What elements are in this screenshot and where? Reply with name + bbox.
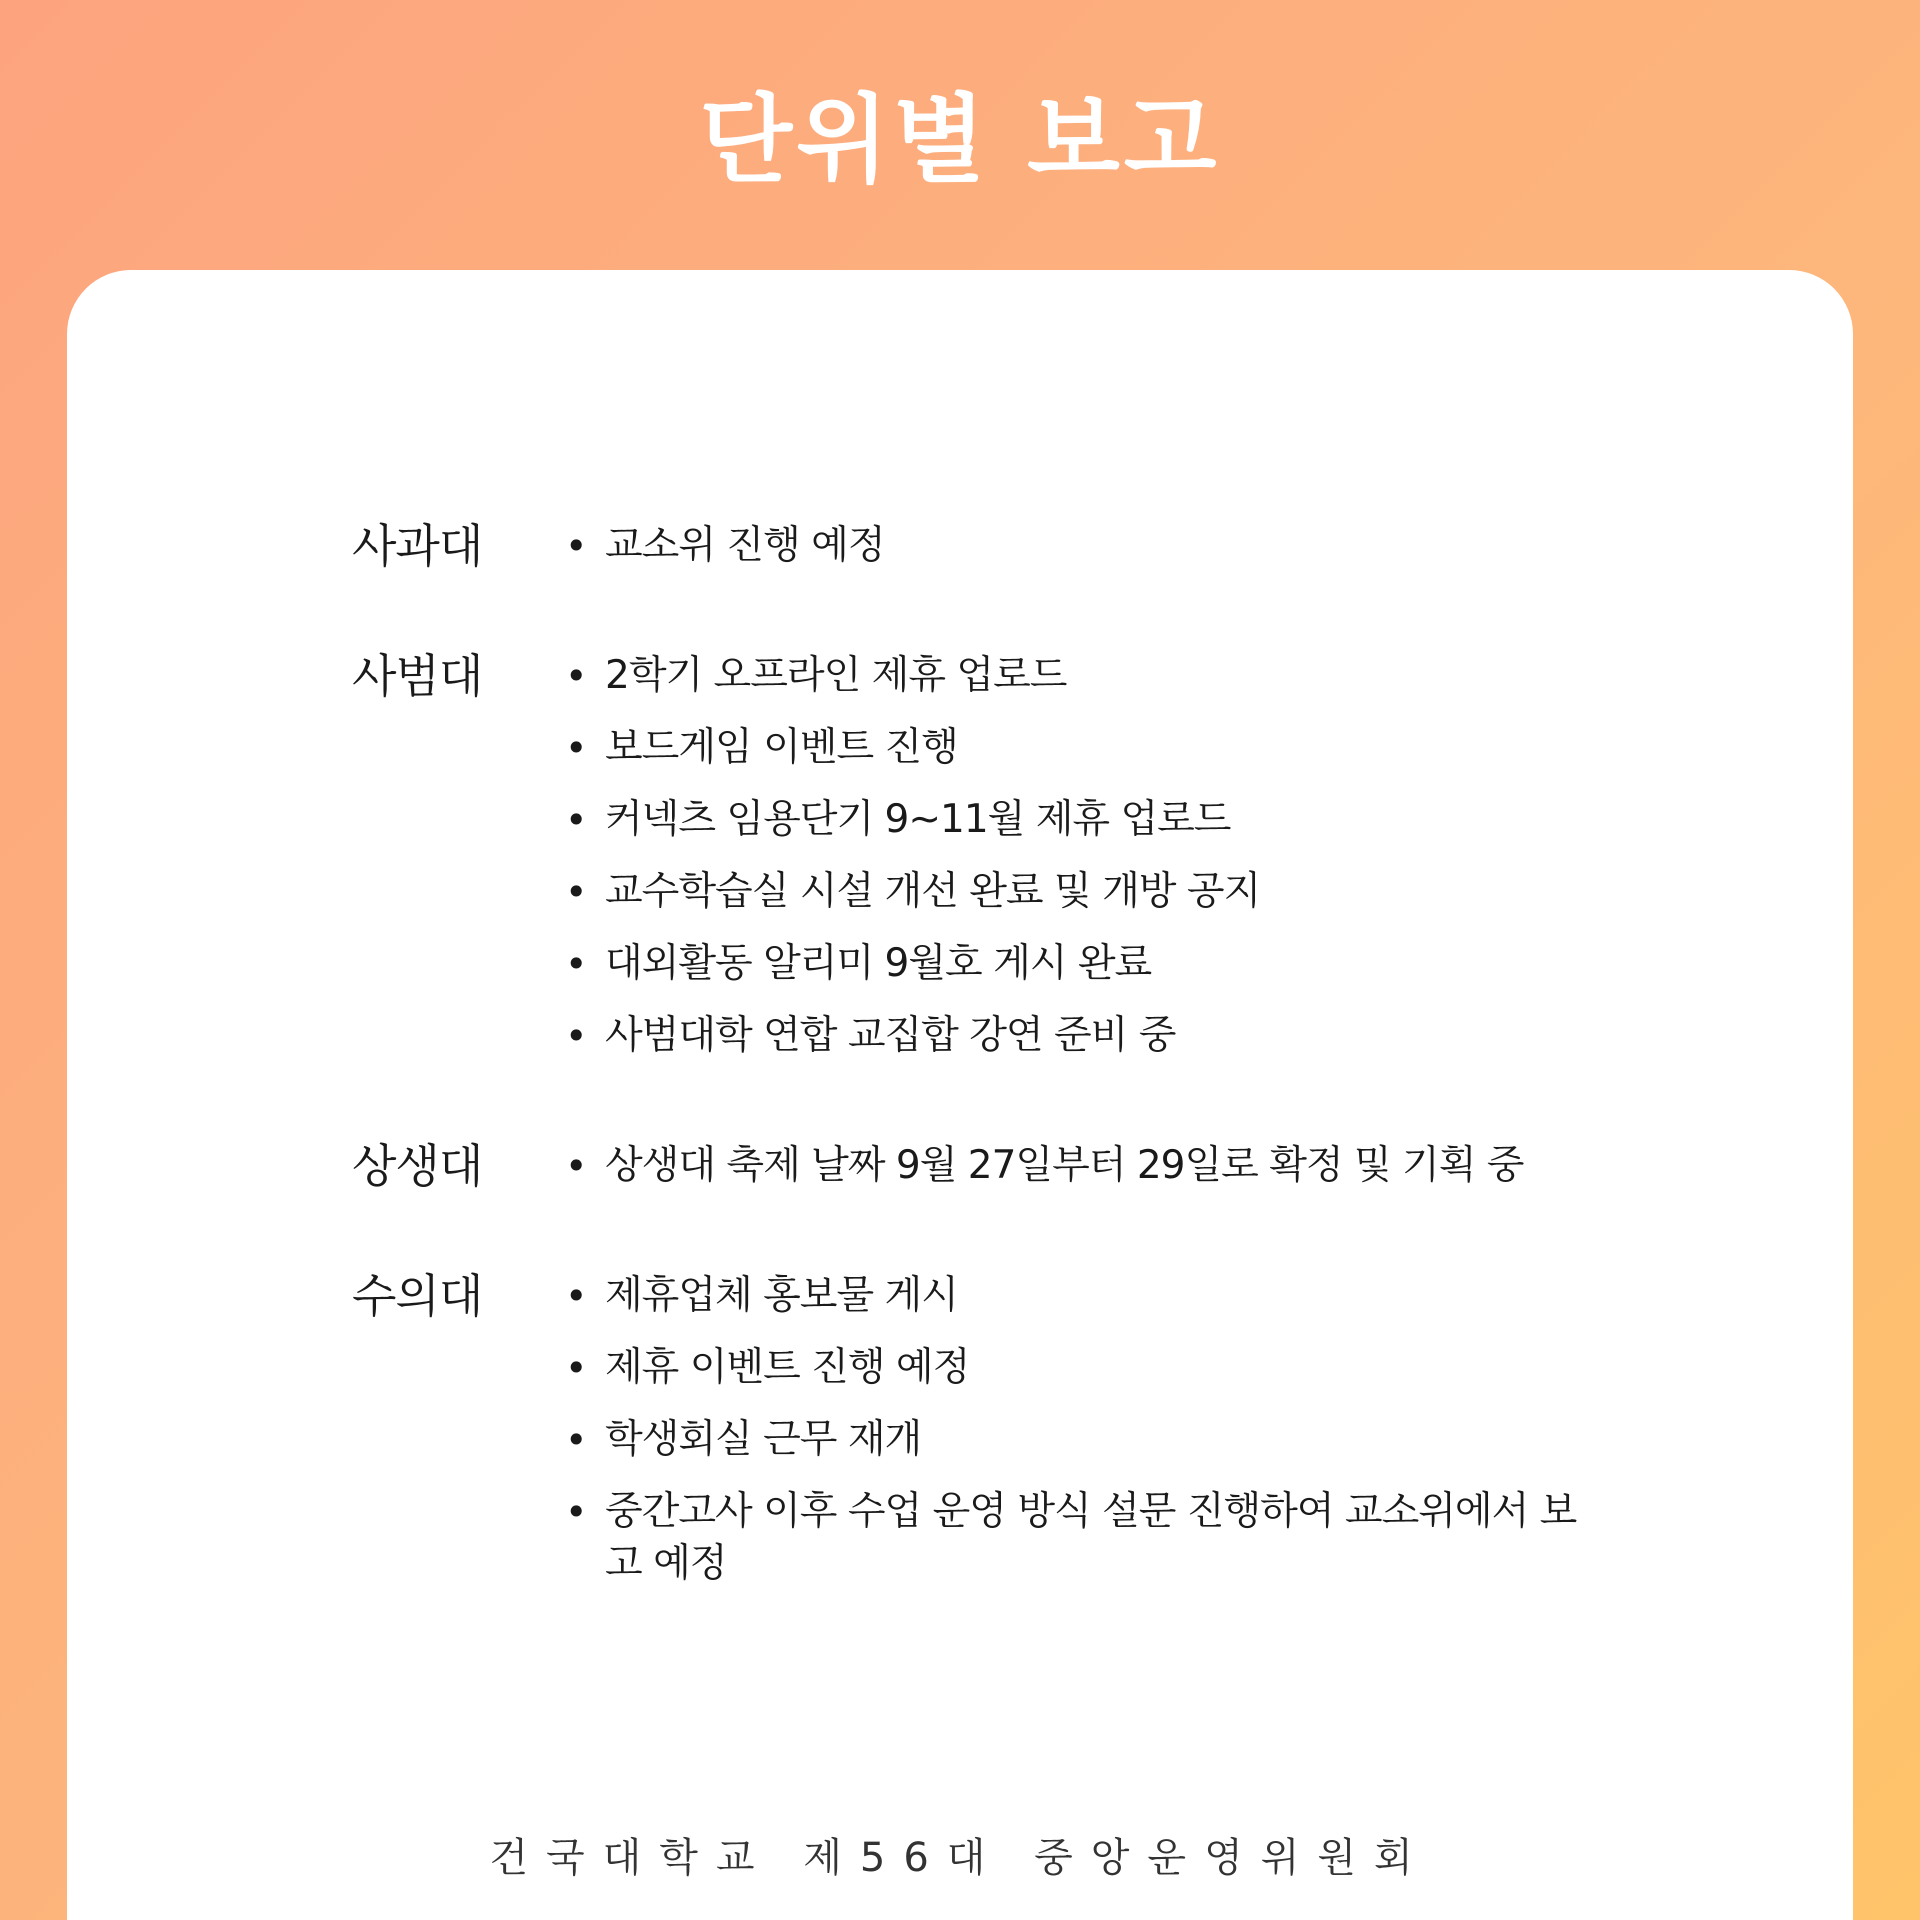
item-text: 보드게임 이벤트 진행 [605, 725, 958, 770]
list-item [557, 645, 1732, 707]
bullet-icon: • [565, 942, 588, 986]
section-suui [352, 1265, 1732, 1600]
list-item [557, 1005, 1732, 1067]
item-list [557, 1265, 1732, 1600]
list-item [557, 933, 1732, 995]
page-title: 단위별 보고 [699, 84, 1221, 196]
unit-label: 사범대 [352, 649, 483, 703]
item-text: 상생대 축제 날짜 9월 27일부터 29일로 확정 및 기획 중 [605, 1143, 1524, 1188]
bullet-icon: • [565, 654, 588, 698]
bullet-icon: • [565, 1490, 588, 1534]
bullet-icon: • [565, 524, 588, 568]
list-item [557, 515, 1732, 577]
item-text: 제휴업체 홍보물 게시 [605, 1273, 958, 1318]
list-item [557, 861, 1732, 923]
footer-organization: 건국대학교 제56대 중앙운영위원회 [489, 1835, 1431, 1881]
item-text: 중간고사 이후 수업 운영 방식 설문 진행하여 교소위에서 보고 예정 [605, 1489, 1577, 1586]
list-item [557, 789, 1732, 851]
item-list [557, 515, 1732, 587]
list-item [557, 1135, 1732, 1197]
item-list [557, 1135, 1732, 1207]
item-text: 교수학습실 시설 개선 완료 및 개방 공지 [605, 869, 1261, 914]
list-item [557, 1265, 1732, 1327]
section-sabeom [352, 645, 1732, 1077]
list-item [557, 717, 1732, 779]
bullet-icon: • [565, 1014, 588, 1058]
bullet-icon: • [565, 726, 588, 770]
bullet-icon: • [565, 1346, 588, 1390]
section-sagwa [352, 515, 1732, 587]
report-sections [352, 515, 1732, 1658]
content-card [67, 270, 1853, 1920]
bullet-icon: • [565, 1144, 588, 1188]
section-sangsaeng [352, 1135, 1732, 1207]
item-text: 커넥츠 임용단기 9~11월 제휴 업로드 [605, 797, 1231, 842]
unit-label: 사과대 [352, 519, 483, 573]
item-text: 2학기 오프라인 제휴 업로드 [605, 653, 1067, 698]
item-text: 사범대학 연합 교집합 강연 준비 중 [605, 1013, 1176, 1058]
list-item [557, 1481, 1732, 1590]
list-item [557, 1409, 1732, 1471]
item-text: 대외활동 알리미 9월호 게시 완료 [605, 941, 1152, 986]
list-item [557, 1337, 1732, 1399]
unit-label: 수의대 [352, 1269, 483, 1323]
unit-label: 상생대 [352, 1139, 483, 1193]
bullet-icon: • [565, 870, 588, 914]
bullet-icon: • [565, 1418, 588, 1462]
item-list [557, 645, 1732, 1077]
bullet-icon: • [565, 798, 588, 842]
item-text: 교소위 진행 예정 [605, 523, 885, 568]
item-text: 학생회실 근무 재개 [605, 1417, 922, 1462]
bullet-icon: • [565, 1274, 588, 1318]
item-text: 제휴 이벤트 진행 예정 [605, 1345, 970, 1390]
